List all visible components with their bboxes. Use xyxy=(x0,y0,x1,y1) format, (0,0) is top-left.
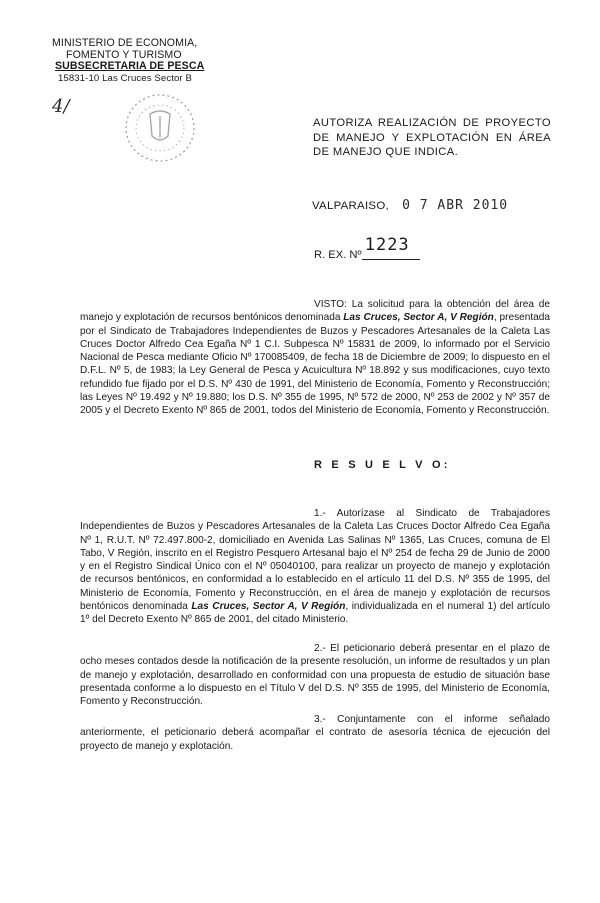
ministry-name: MINISTERIO DE ECONOMIA, xyxy=(52,37,198,49)
ministry-header xyxy=(50,38,260,84)
file-reference: 15831-10 Las Cruces Sector B xyxy=(58,72,192,84)
resolution-underline xyxy=(362,259,420,260)
resuelvo-heading: R E S U E L V O: xyxy=(314,459,451,471)
article-3: 3.- Conjuntamente con el informe señalado anteriormente, el peticionario deberá acompañar el contrato de asesoría técnica de ejecución del proyecto de manejo y explotación. xyxy=(80,714,550,752)
resolution-number-line xyxy=(314,235,410,263)
article-1-area-name: Las Cruces, Sector A, V Región xyxy=(191,601,346,613)
visto-label: VISTO: xyxy=(314,299,347,310)
article-1 xyxy=(80,507,550,627)
city-label: VALPARAISO, xyxy=(312,200,389,212)
visto-text-2: , presentada por el Sindicato de Trabajadores Independientes de Buzos y Pescadores Artesanales de la Caleta Las Cruces Doctor Alfredo Cea Egaña Nº 1 C.I. Subpesca Nº 15831 de 2009, lo informado por el Servicio Nacional de Pesca mediante Oficio Nº 170085409, de fecha 18 de Diciembre de 2009; lo dispuesto en el D.F.L. Nº 5, de 1983; la Ley General de Pesca y Acuicultura Nº 18.892 y sus modificaciones, cuyo texto refundido fue fijado por el D.S. Nº 430 de 1991, del Ministerio de Economía, Fomento y Reconstrucción; las Leyes Nº 19.492 y Nº 19.880; los D.S. Nº 355 de 1995, Nº 572 de 2000, Nº 253 de 2002 y Nº 357 de 2005 y el Decreto Exento Nº 865 de 2001, todos del Ministerio de Economía, Fomento y Reconstrucción. xyxy=(80,312,550,417)
resolution-label: R. EX. Nº xyxy=(314,249,362,261)
date-line xyxy=(312,198,508,213)
article-1-text-2: , individualizada en el numeral 1) del artículo 1º del Decreto Exento Nº 865 de 2001, del citado Ministerio. xyxy=(80,601,551,626)
ministry-name-cont: FOMENTO Y TURISMO xyxy=(66,48,182,61)
visto-paragraph xyxy=(80,298,550,418)
subject-heading: AUTORIZA REALIZACIÓN DE PROYECTO DE MANEJO Y EXPLOTACIÓN EN ÁREA DE MANEJO QUE INDICA. xyxy=(313,117,551,158)
visto-area-name: Las Cruces, Sector A, V Región xyxy=(343,312,494,324)
visto-text-1: La solicitud para la obtención del área de manejo y explotación de recursos bentónicos denominada xyxy=(80,299,550,324)
subsecretaria-name: SUBSECRETARIA DE PESCA xyxy=(55,60,205,72)
article-1-text-1: 1.- Autorízase al Sindicato de Trabajadores Independientes de Buzos y Pescadores Artesanales de la Caleta Las Cruces Doctor Alfredo Cea Egaña Nº 1, R.U.T. Nº 72.497.800-2, domiciliado en Avenida Las Salinas Nº 1365, Las Cruces, comuna de El Tabo, V Región, inscrito en el Registro Pesquero Artesanal bajo el Nº 254 de fecha 29 de Junio de 2000 y en el Registro Sindical Único con el Nº 05040100, para realizar un proyecto de manejo y explotación de recursos bentónicos, en conformidad a lo establecido en el artículo 11 del D.S. Nº 355 de 1995, del Ministerio de Economía, Fomento y Reconstrucción, en el área de manejo y explotación de recursos bentónicos denominada xyxy=(80,508,550,613)
handwritten-initials: 4/ xyxy=(52,96,70,117)
date-stamp: 0 7 ABR 2010 xyxy=(402,198,509,213)
seal-stamp-icon xyxy=(120,90,200,166)
resolution-number: 1223 xyxy=(364,235,410,255)
article-2: 2.- El peticionario deberá presentar en el plazo de ocho meses contados desde la notificación de la presente resolución, un informe de resultados y un plan de manejo y explotación, desarrollado en conformidad con una propuesta de estudio de situación base presentada conforme a lo dispuesto en el Título V del D.S. Nº 355 de 1995, del Ministerio de Economía, Fomento y Reconstrucción. xyxy=(80,643,550,708)
